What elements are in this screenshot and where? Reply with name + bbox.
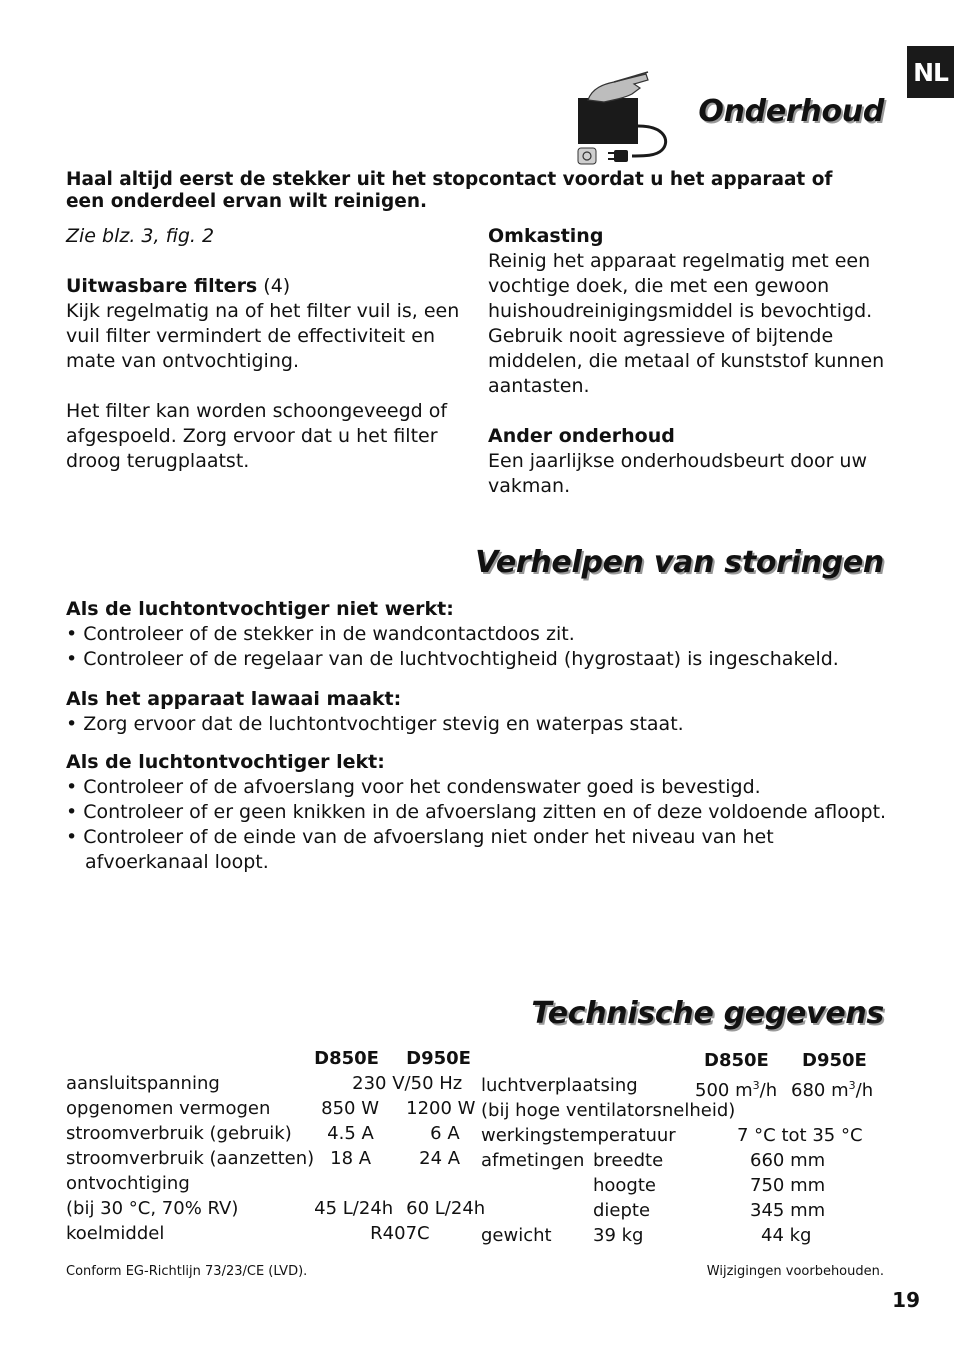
spec-label: (bij hoge ventilatorsnelheid): [481, 1100, 736, 1121]
filters-heading: [66, 274, 459, 299]
maintenance-right-column: [488, 224, 884, 499]
list-item: • Controleer of de afvoerslang voor het condenswater goed is bevestigd.: [66, 776, 761, 798]
table-row: [66, 1146, 485, 1171]
list-item-continuation: afvoerkanaal loopt.: [85, 851, 269, 873]
noise-heading: Als het apparaat lawaai maakt:: [66, 688, 402, 710]
filters-ref: (4): [257, 275, 291, 297]
spec-unit: /h: [759, 1080, 778, 1101]
spec-label: (bij 30 °C, 70% RV): [66, 1198, 239, 1219]
spec-label: ontvochtiging: [66, 1173, 190, 1194]
text-line: Het filter kan worden schoongeveegd of: [66, 400, 448, 422]
spec-value: R407C: [370, 1223, 430, 1244]
spec-sublabel: hoogte: [593, 1175, 656, 1196]
table-row: [66, 1096, 485, 1121]
list-item: • Controleer of er geen knikken in de afvoerslang zitten en of deze voldoende afloopt.: [66, 801, 887, 823]
disclaimer-note: Wijzigingen voorbehouden.: [706, 1264, 884, 1279]
spec-value: 24 A: [419, 1148, 461, 1169]
table-row: [66, 1196, 485, 1221]
troubleshooting-title: Verhelpen van storingen: [475, 545, 884, 580]
spec-value: 60 L/24h: [406, 1198, 486, 1219]
leak-heading: Als de luchtontvochtiger lekt:: [66, 751, 385, 773]
list-item: • Controleer of de einde van de afvoerslang niet onder het niveau van het: [66, 826, 774, 848]
text-line: middelen, die metaal of kunststof kunnen: [488, 350, 885, 372]
spec-value: 39 kg: [593, 1225, 644, 1246]
text-line: Gebruik nooit agressieve of bijtende: [488, 325, 834, 347]
maintenance-title: Onderhoud: [698, 94, 884, 129]
spec-label: opgenomen vermogen: [66, 1098, 271, 1119]
spec-value: 230 V/50 Hz: [352, 1073, 463, 1094]
text-line: vochtige doek, die met een gewoon: [488, 275, 830, 297]
list-item: • Zorg ervoor dat de luchtontvochtiger stevig en waterpas staat.: [66, 713, 684, 735]
troubleshooting-section: [66, 597, 886, 875]
text-line: vakman.: [488, 475, 571, 497]
spec-label: luchtverplaatsing: [481, 1075, 638, 1096]
spec-value: 850 W: [321, 1098, 380, 1119]
table-row: [66, 1121, 485, 1146]
figure-reference: Zie blz. 3, fig. 2: [66, 225, 215, 247]
text-line: mate van ontvochtiging.: [66, 350, 299, 372]
spec-label: stroomverbruik (gebruik): [66, 1123, 292, 1144]
warning-line: Haal altijd eerst de stekker uit het stopcontact voordat u het apparaat of: [66, 169, 833, 190]
text-line: Kijk regelmatig na of het filter vuil is, een: [66, 300, 460, 322]
model-header-a: D850E: [314, 1048, 379, 1069]
spec-value: 7 °C tot 35 °C: [737, 1125, 863, 1146]
spec-value: 4.5 A: [327, 1123, 374, 1144]
spec-label: werkingstemperatuur: [481, 1125, 676, 1146]
conformity-note: Conform EG-Richtlijn 73/23/CE (LVD).: [66, 1264, 308, 1279]
spec-value: 1200 W: [406, 1098, 476, 1119]
spec-label: aansluitspanning: [66, 1073, 220, 1094]
table-row: [66, 1221, 485, 1246]
spec-value: 345 mm: [750, 1200, 826, 1221]
text-line: aantasten.: [488, 375, 590, 397]
text-line: droog terugplaatst.: [66, 450, 250, 472]
spec-value: 6 A: [430, 1123, 460, 1144]
text-line: Een jaarlijkse onderhoudsbeurt door uw: [488, 450, 868, 472]
text-line: vuil filter vermindert de effectiviteit en: [66, 325, 436, 347]
spec-value: 44 kg: [761, 1225, 812, 1246]
model-header-a: D850E: [704, 1050, 769, 1071]
model-header-b: D950E: [802, 1050, 867, 1071]
unplug-maintenance-icon: [574, 70, 674, 166]
casing-heading: Omkasting: [488, 225, 604, 247]
page-number: 19: [892, 1288, 920, 1312]
warning-line: een onderdeel ervan wilt reinigen.: [66, 191, 428, 212]
maintenance-left-column: [66, 224, 459, 474]
model-header-b: D950E: [406, 1048, 471, 1069]
spec-label: afmetingen: [481, 1150, 585, 1171]
table-row: [66, 1171, 485, 1196]
other-maintenance-heading: Ander onderhoud: [488, 425, 675, 447]
spec-label: gewicht: [481, 1225, 552, 1246]
spec-sublabel: breedte: [593, 1150, 664, 1171]
spec-value: 680 m: [791, 1080, 849, 1101]
table-row: [66, 1046, 485, 1071]
spec-value: 660 mm: [750, 1150, 826, 1171]
spec-value: 500 m: [695, 1080, 753, 1101]
spec-label: koelmiddel: [66, 1223, 165, 1244]
list-item: • Controleer of de stekker in de wandcontactdoos zit.: [66, 623, 575, 645]
text-line: Reinig het apparaat regelmatig met een: [488, 250, 871, 272]
spec-unit: /h: [855, 1080, 874, 1101]
spec-label: stroomverbruik (aanzetten): [66, 1148, 315, 1169]
text-line: afgespoeld. Zorg ervoor dat u het filter: [66, 425, 438, 447]
specs-title: Technische gegevens: [531, 996, 884, 1031]
not-working-heading: Als de luchtontvochtiger niet werkt:: [66, 598, 454, 620]
superscript: 3: [848, 1079, 856, 1092]
spec-value: 18 A: [330, 1148, 372, 1169]
table-row: [66, 1071, 485, 1096]
specs-table-left: [66, 1046, 485, 1246]
language-tab: NL: [907, 46, 954, 98]
maintenance-warning: [66, 169, 832, 213]
spec-sublabel: diepte: [593, 1200, 651, 1221]
superscript: 3: [752, 1079, 760, 1092]
spec-value: 45 L/24h: [314, 1198, 394, 1219]
text-line: huishoudreinigingsmiddel is bevochtigd.: [488, 300, 873, 322]
filters-heading-text: Uitwasbare filters: [66, 275, 258, 297]
spec-value: 750 mm: [750, 1175, 826, 1196]
list-item: • Controleer of de regelaar van de luchtvochtigheid (hygrostaat) is ingeschakeld.: [66, 648, 839, 670]
